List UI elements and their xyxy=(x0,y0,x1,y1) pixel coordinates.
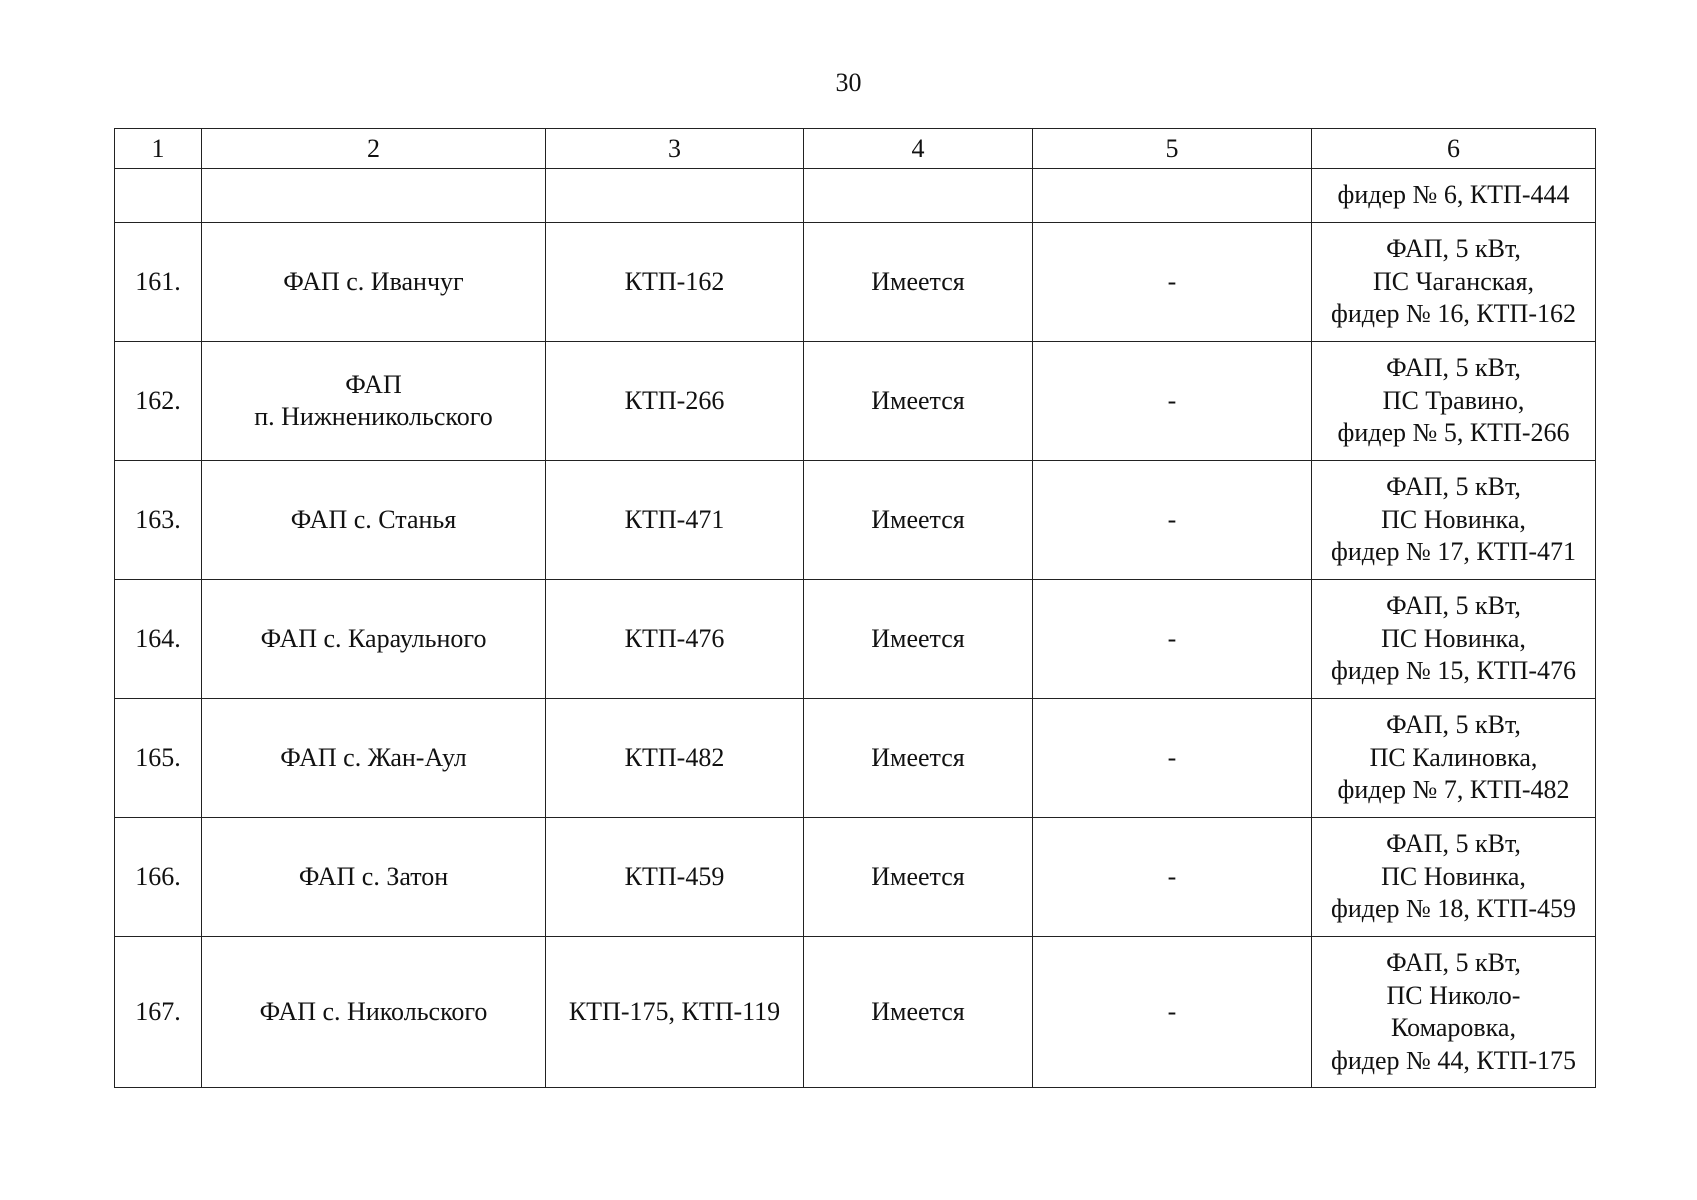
column-header: 4 xyxy=(804,129,1033,169)
table-row xyxy=(115,342,1596,461)
details-line: ПС Травино, xyxy=(1382,385,1525,415)
column-header: 1 xyxy=(115,129,202,169)
details-line: ФАП, 5 кВт, xyxy=(1386,472,1521,502)
cell-num: 161. xyxy=(115,223,202,342)
name-line: ФАП с. Затон xyxy=(298,861,449,891)
cell-num: 167. xyxy=(115,937,202,1088)
cell-details xyxy=(1312,461,1596,580)
cell-tp: КТП-482 xyxy=(546,699,804,818)
cell-tp: КТП-476 xyxy=(546,580,804,699)
cell-status: Имеется xyxy=(804,223,1033,342)
details-line: фидер № 5, КТП-266 xyxy=(1337,418,1570,448)
cell-status: Имеется xyxy=(804,461,1033,580)
column-header: 6 xyxy=(1312,129,1596,169)
cell-tp: КТП-175, КТП-119 xyxy=(546,937,804,1088)
cell-details xyxy=(1312,818,1596,937)
cell-col5: - xyxy=(1033,699,1312,818)
cell-num: 162. xyxy=(115,342,202,461)
cell-tp: КТП-459 xyxy=(546,818,804,937)
details-line: ПС Новинка, xyxy=(1381,623,1526,653)
cell-col5: - xyxy=(1033,818,1312,937)
cell-name xyxy=(202,461,546,580)
name-line: ФАП с. Иванчуг xyxy=(283,266,464,296)
details-line: ПС Калиновка, xyxy=(1369,742,1538,772)
cell-details xyxy=(1312,223,1596,342)
cell-details xyxy=(1312,580,1596,699)
table-row xyxy=(115,461,1596,580)
details-line: ПС Чаганская, xyxy=(1373,266,1534,296)
details-line: ФАП, 5 кВт, xyxy=(1386,948,1521,977)
name-line: ФАП с. Никольского xyxy=(259,996,488,1026)
cell-num xyxy=(115,169,202,223)
details-line: фидер № 7, КТП-482 xyxy=(1337,775,1570,805)
column-header: 5 xyxy=(1033,129,1312,169)
cell-col5: - xyxy=(1033,342,1312,461)
cell-name xyxy=(202,169,546,223)
details-line: фидер № 44, КТП-175 xyxy=(1331,1045,1576,1075)
cell-status: Имеется xyxy=(804,818,1033,937)
cell-tp: КТП-471 xyxy=(546,461,804,580)
details-line: Комаровка, xyxy=(1391,1013,1516,1042)
details-line: фидер № 15, КТП-476 xyxy=(1331,656,1576,686)
cell-tp xyxy=(546,169,804,223)
cell-details xyxy=(1312,937,1596,1088)
column-header: 3 xyxy=(546,129,804,169)
cell-num: 166. xyxy=(115,818,202,937)
details-line: ФАП, 5 кВт, xyxy=(1386,591,1521,621)
cell-col5 xyxy=(1033,169,1312,223)
details-line: ФАП, 5 кВт, xyxy=(1386,234,1521,264)
cell-col5: - xyxy=(1033,461,1312,580)
table-row xyxy=(115,699,1596,818)
cell-details xyxy=(1312,342,1596,461)
cell-tp: КТП-162 xyxy=(546,223,804,342)
cell-col5: - xyxy=(1033,223,1312,342)
cell-details xyxy=(1312,169,1596,223)
cell-num: 163. xyxy=(115,461,202,580)
name-line: п. Нижненикольского xyxy=(254,402,493,431)
cell-name xyxy=(202,937,546,1088)
cell-name xyxy=(202,580,546,699)
page-number: 30 xyxy=(835,68,862,97)
details-line: фидер № 17, КТП-471 xyxy=(1331,537,1576,567)
details-line: ПС Николо- xyxy=(1386,980,1521,1010)
name-line: ФАП xyxy=(345,369,402,399)
cell-status: Имеется xyxy=(804,937,1033,1088)
cell-name xyxy=(202,223,546,342)
details-line: ФАП, 5 кВт, xyxy=(1386,829,1521,859)
details-line: ФАП, 5 кВт, xyxy=(1386,710,1521,740)
details-line: фидер № 16, КТП-162 xyxy=(1331,299,1576,329)
cell-name xyxy=(202,342,546,461)
cell-status: Имеется xyxy=(804,342,1033,461)
table-row xyxy=(115,223,1596,342)
cell-col5: - xyxy=(1033,937,1312,1088)
table-row xyxy=(115,818,1596,937)
cell-num: 165. xyxy=(115,699,202,818)
details-line: фидер № 18, КТП-459 xyxy=(1331,894,1576,924)
details-line: фидер № 6, КТП-444 xyxy=(1337,180,1570,210)
cell-status: Имеется xyxy=(804,580,1033,699)
name-line: ФАП с. Караульного xyxy=(260,623,487,653)
details-line: ФАП, 5 кВт, xyxy=(1386,353,1521,383)
cell-status: Имеется xyxy=(804,699,1033,818)
details-line: ПС Новинка, xyxy=(1381,504,1526,534)
header-row xyxy=(115,129,1596,169)
details-line: ПС Новинка, xyxy=(1381,861,1526,891)
name-line: ФАП с. Станья xyxy=(290,504,457,534)
table-row xyxy=(115,937,1596,1088)
table-row xyxy=(115,169,1596,223)
name-line: ФАП с. Жан-Аул xyxy=(280,742,467,772)
cell-tp: КТП-266 xyxy=(546,342,804,461)
cell-name xyxy=(202,699,546,818)
column-header: 2 xyxy=(202,129,546,169)
cell-status xyxy=(804,169,1033,223)
table-row xyxy=(115,580,1596,699)
cell-details xyxy=(1312,699,1596,818)
facilities-table xyxy=(114,128,1596,1088)
cell-num: 164. xyxy=(115,580,202,699)
cell-name xyxy=(202,818,546,937)
cell-col5: - xyxy=(1033,580,1312,699)
